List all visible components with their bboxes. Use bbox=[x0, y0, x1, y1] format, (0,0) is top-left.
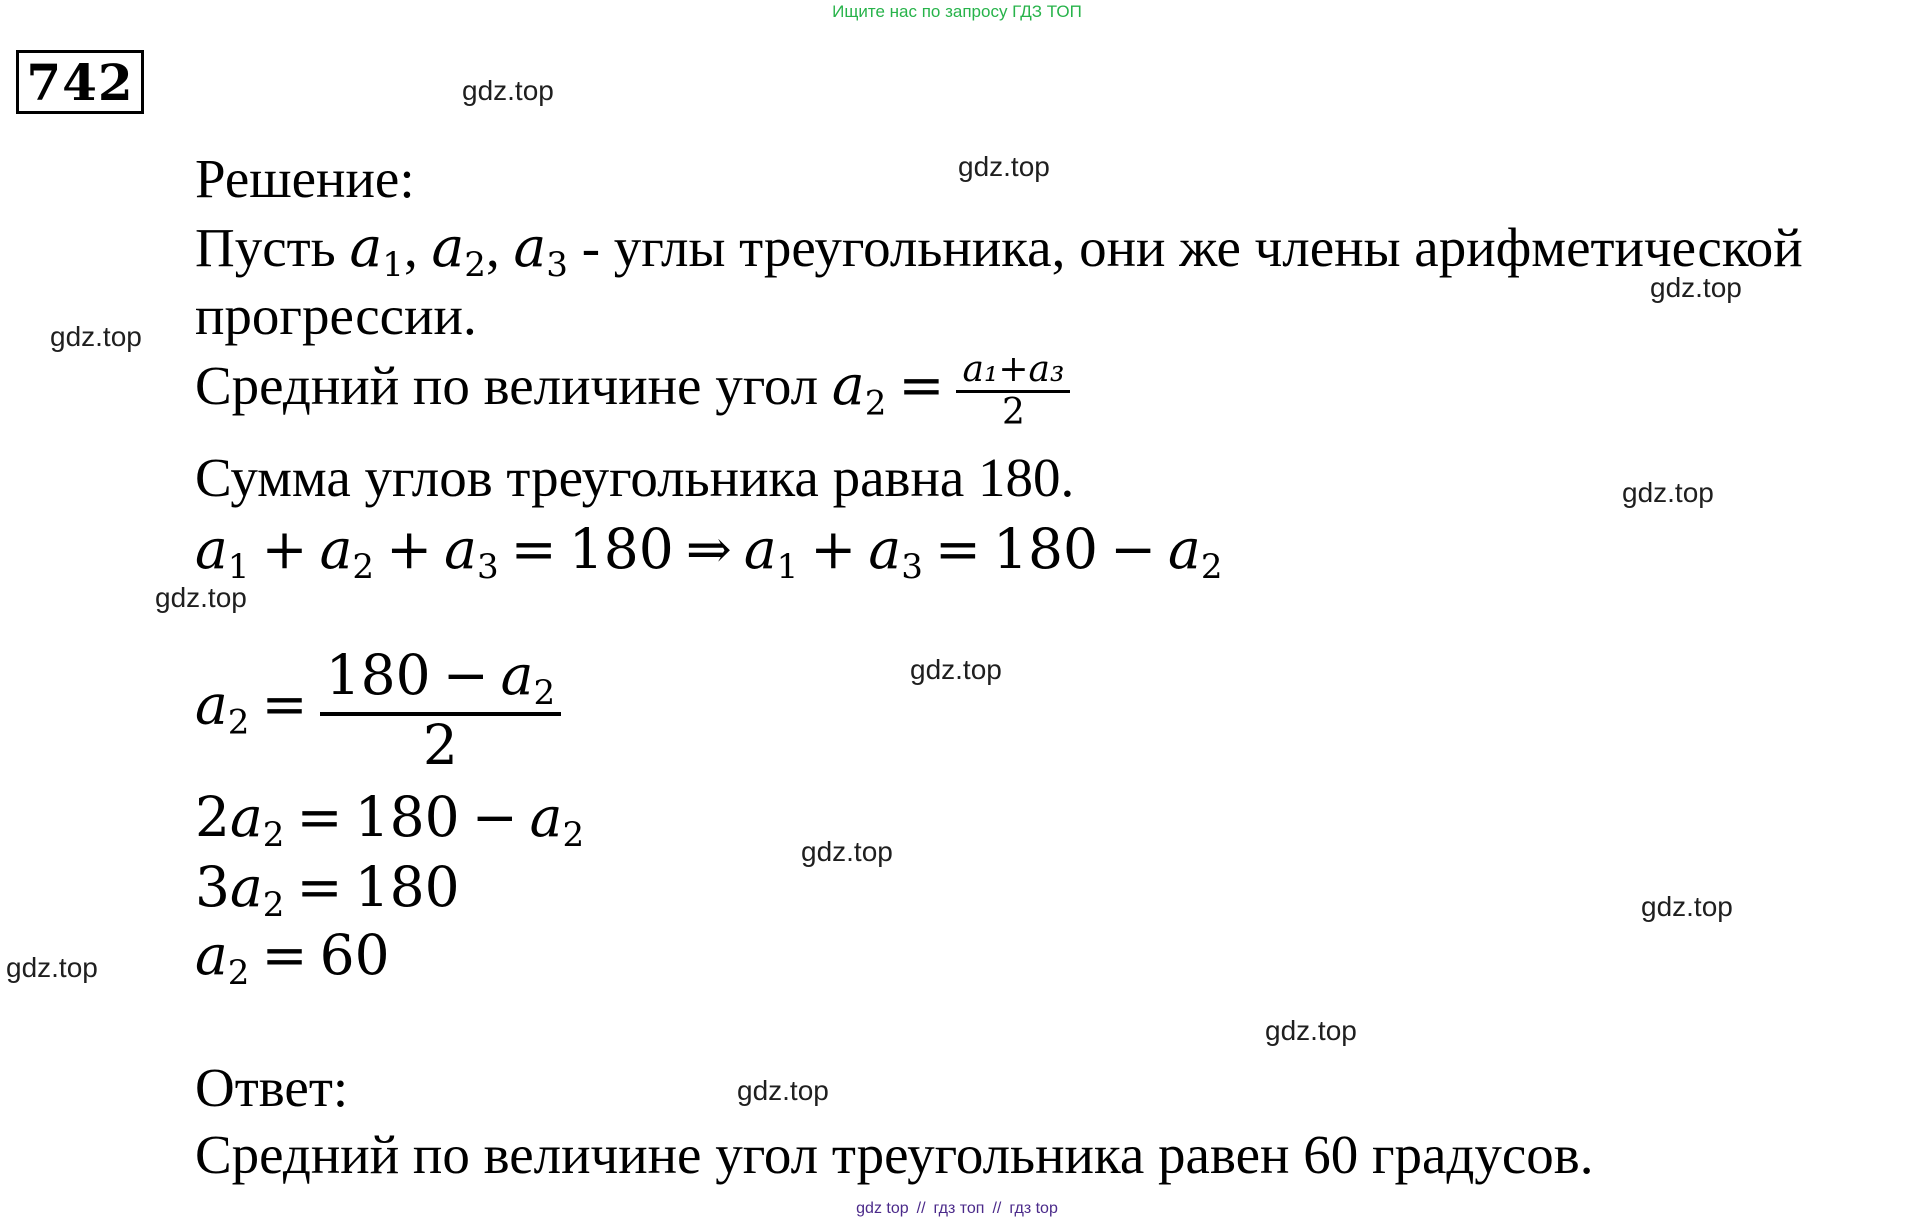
heading-solution: Решение: bbox=[195, 148, 415, 209]
line-definition bbox=[195, 215, 1803, 286]
fraction-180-minus-a2 bbox=[320, 643, 562, 778]
implies-symbol: ⇒ bbox=[685, 517, 732, 581]
fraction-a1-a3 bbox=[956, 349, 1070, 433]
watermark: gdz.top bbox=[801, 836, 893, 867]
value-180: 180 bbox=[992, 517, 1098, 581]
var-a: a bbox=[431, 215, 465, 279]
equation-a2-result: $a_2 = 60$ bbox=[195, 923, 390, 994]
fraction-denominator: 2 bbox=[422, 713, 458, 778]
bottom-links bbox=[0, 1200, 1914, 1218]
bottom-link[interactable]: гдз топ bbox=[933, 1200, 985, 1217]
problem-number: 742 bbox=[16, 50, 144, 114]
watermark: gdz.top bbox=[1622, 477, 1714, 508]
index-2: 2 bbox=[464, 245, 486, 286]
equation-sum: $a_1 + a_2 + a_3 = 180$ ⇒ $a_1 + a_3 = 180 - a_2$ bbox=[195, 517, 1223, 588]
line-progression: прогрессии. bbox=[195, 285, 477, 346]
watermark: gdz.top bbox=[737, 1075, 829, 1106]
bottom-link[interactable]: гдз top bbox=[1009, 1200, 1058, 1217]
bottom-link[interactable]: gdz top bbox=[856, 1200, 909, 1217]
link-separator: // bbox=[916, 1200, 926, 1217]
middle-angle-text: Средний по величине угол bbox=[195, 355, 832, 417]
line1-suffix: - углы треугольника, они же члены арифметической bbox=[567, 217, 1803, 278]
index-1: 1 bbox=[382, 245, 404, 286]
comma: , bbox=[403, 217, 418, 278]
watermark: gdz.top bbox=[6, 952, 98, 983]
fraction-numerator: a₁+a₃ bbox=[956, 352, 1070, 393]
equation-a2-fraction: $a_2$ = $\frac{180 - a_2}{2}$ bbox=[195, 648, 561, 773]
heading-answer: Ответ: bbox=[195, 1057, 349, 1118]
watermark: gdz.top bbox=[958, 151, 1050, 182]
value-180: 180 bbox=[568, 517, 674, 581]
var-a: a bbox=[513, 215, 547, 279]
comma: , bbox=[485, 217, 500, 278]
top-banner: Ищите нас по запросу ГДЗ ТОП bbox=[832, 2, 1082, 21]
watermark: gdz.top bbox=[1650, 272, 1742, 303]
equation-2a2: $2a_2 = 180 - a_2$ bbox=[195, 785, 585, 856]
answer-text: Средний по величине угол треугольника равен 60 градусов. bbox=[195, 1124, 1594, 1185]
fraction-denominator: 2 bbox=[1001, 392, 1025, 433]
watermark: gdz.top bbox=[50, 321, 142, 352]
watermark: gdz.top bbox=[910, 654, 1002, 685]
line-angle-sum: Сумма углов треугольника равна 180. bbox=[195, 447, 1075, 508]
line1-prefix: Пусть bbox=[195, 217, 350, 278]
watermark: gdz.top bbox=[155, 582, 247, 613]
watermark: gdz.top bbox=[462, 75, 554, 106]
fraction-numerator: $180 - a_2$ bbox=[320, 648, 562, 716]
var-a: a bbox=[831, 353, 865, 418]
var-a: a bbox=[349, 215, 383, 279]
index-2: 2 bbox=[864, 383, 887, 424]
line-middle-angle: Средний по величине угол $a_2$ = $\frac{\text{a₁+a₃}}{2}$ bbox=[195, 352, 1070, 431]
equation-3a2: $3a_2 = 180$ bbox=[195, 855, 460, 926]
watermark: gdz.top bbox=[1265, 1015, 1357, 1046]
link-separator: // bbox=[992, 1200, 1002, 1217]
watermark: gdz.top bbox=[1641, 891, 1733, 922]
index-3: 3 bbox=[546, 245, 568, 286]
